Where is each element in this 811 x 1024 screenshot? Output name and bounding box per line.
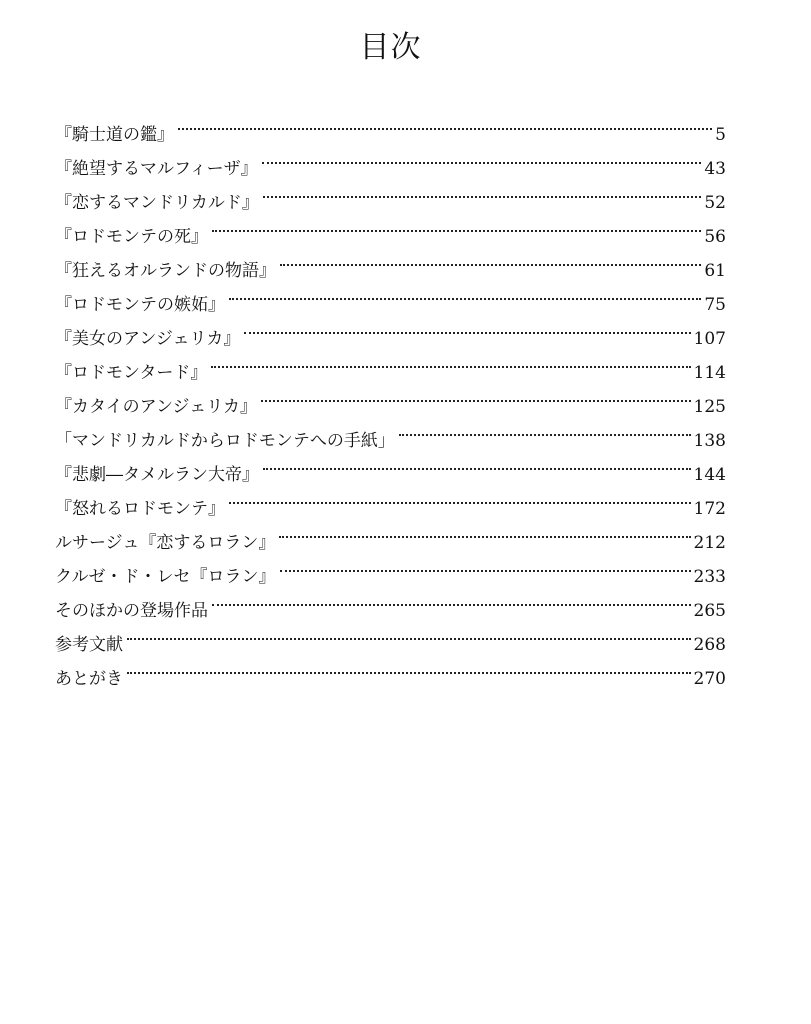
toc-entry-page-number: 212	[693, 533, 726, 553]
page-title: 目次	[359, 30, 422, 65]
toc-entry-page-number: 107	[693, 329, 726, 349]
toc-entry-title: 『美女のアンジェリカ』	[55, 329, 241, 349]
toc-entry-title: 『カタイのアンジェリカ』	[55, 397, 258, 417]
dot-leader	[127, 616, 691, 650]
dot-leader	[399, 412, 691, 446]
dot-leader	[280, 548, 691, 582]
toc-entry-title: クルゼ・ド・レセ『ロラン』	[55, 567, 276, 587]
toc-entry-title: 『ロドモンテの嫉妬』	[55, 295, 225, 315]
dot-leader	[127, 650, 691, 684]
toc-entry-title: 『絶望するマルフィーザ』	[55, 159, 258, 179]
toc-entry-title: 『恋するマンドリカルド』	[55, 193, 259, 213]
dot-leader	[211, 344, 690, 378]
dot-leader	[244, 310, 690, 344]
dot-leader	[229, 276, 701, 310]
toc-entry-title: 『ロドモンテの死』	[55, 227, 208, 247]
dot-leader	[263, 174, 702, 208]
dot-leader	[279, 514, 690, 548]
toc-entry-title: そのほかの登場作品	[55, 601, 208, 621]
dot-leader	[280, 242, 701, 276]
toc-entry-title: 参考文献	[55, 635, 123, 655]
dot-leader	[229, 480, 691, 514]
toc-entry-title: 『悲劇―タメルラン大帝』	[55, 465, 259, 485]
toc-entry-page-number: 268	[693, 635, 726, 655]
toc-entry[interactable]	[55, 616, 726, 655]
toc-entry-title: 『ロドモンタード』	[55, 363, 208, 383]
toc-entry-page-number: 61	[704, 261, 726, 281]
toc-entry-title: ルサージュ『恋するロラン』	[55, 533, 276, 553]
toc-entry-title: あとがき	[55, 669, 123, 689]
toc-entry-page-number: 75	[704, 295, 726, 315]
toc-entry-title: 『怒れるロドモンテ』	[55, 499, 225, 519]
dot-leader	[212, 208, 701, 242]
toc-entry-page-number: 233	[693, 567, 726, 587]
toc-entry[interactable]	[55, 650, 726, 689]
toc-entry-page-number: 172	[693, 499, 726, 519]
dot-leader	[212, 582, 691, 616]
toc-entry-title: 「マンドリカルドからロドモンテへの手紙」	[55, 431, 395, 451]
toc-entry-title: 『狂えるオルランドの物語』	[55, 261, 276, 281]
dot-leader	[261, 378, 691, 412]
toc-entry-page-number: 144	[693, 465, 726, 485]
toc-entry-title: 『騎士道の鑑』	[55, 125, 174, 145]
table-of-contents	[55, 106, 726, 689]
toc-entry-page-number: 43	[704, 159, 726, 179]
toc-entry-page-number: 56	[704, 227, 726, 247]
toc-entry-page-number: 5	[715, 125, 726, 145]
toc-entry-page-number: 270	[693, 669, 726, 689]
dot-leader	[262, 140, 702, 174]
toc-entry-page-number: 265	[693, 601, 726, 621]
dot-leader	[178, 106, 712, 140]
toc-entry[interactable]	[55, 106, 726, 145]
toc-entry-page-number: 138	[693, 431, 726, 451]
toc-entry-page-number: 125	[693, 397, 726, 417]
toc-entry-page-number: 52	[704, 193, 726, 213]
toc-entry-page-number: 114	[693, 363, 726, 383]
dot-leader	[263, 446, 691, 480]
